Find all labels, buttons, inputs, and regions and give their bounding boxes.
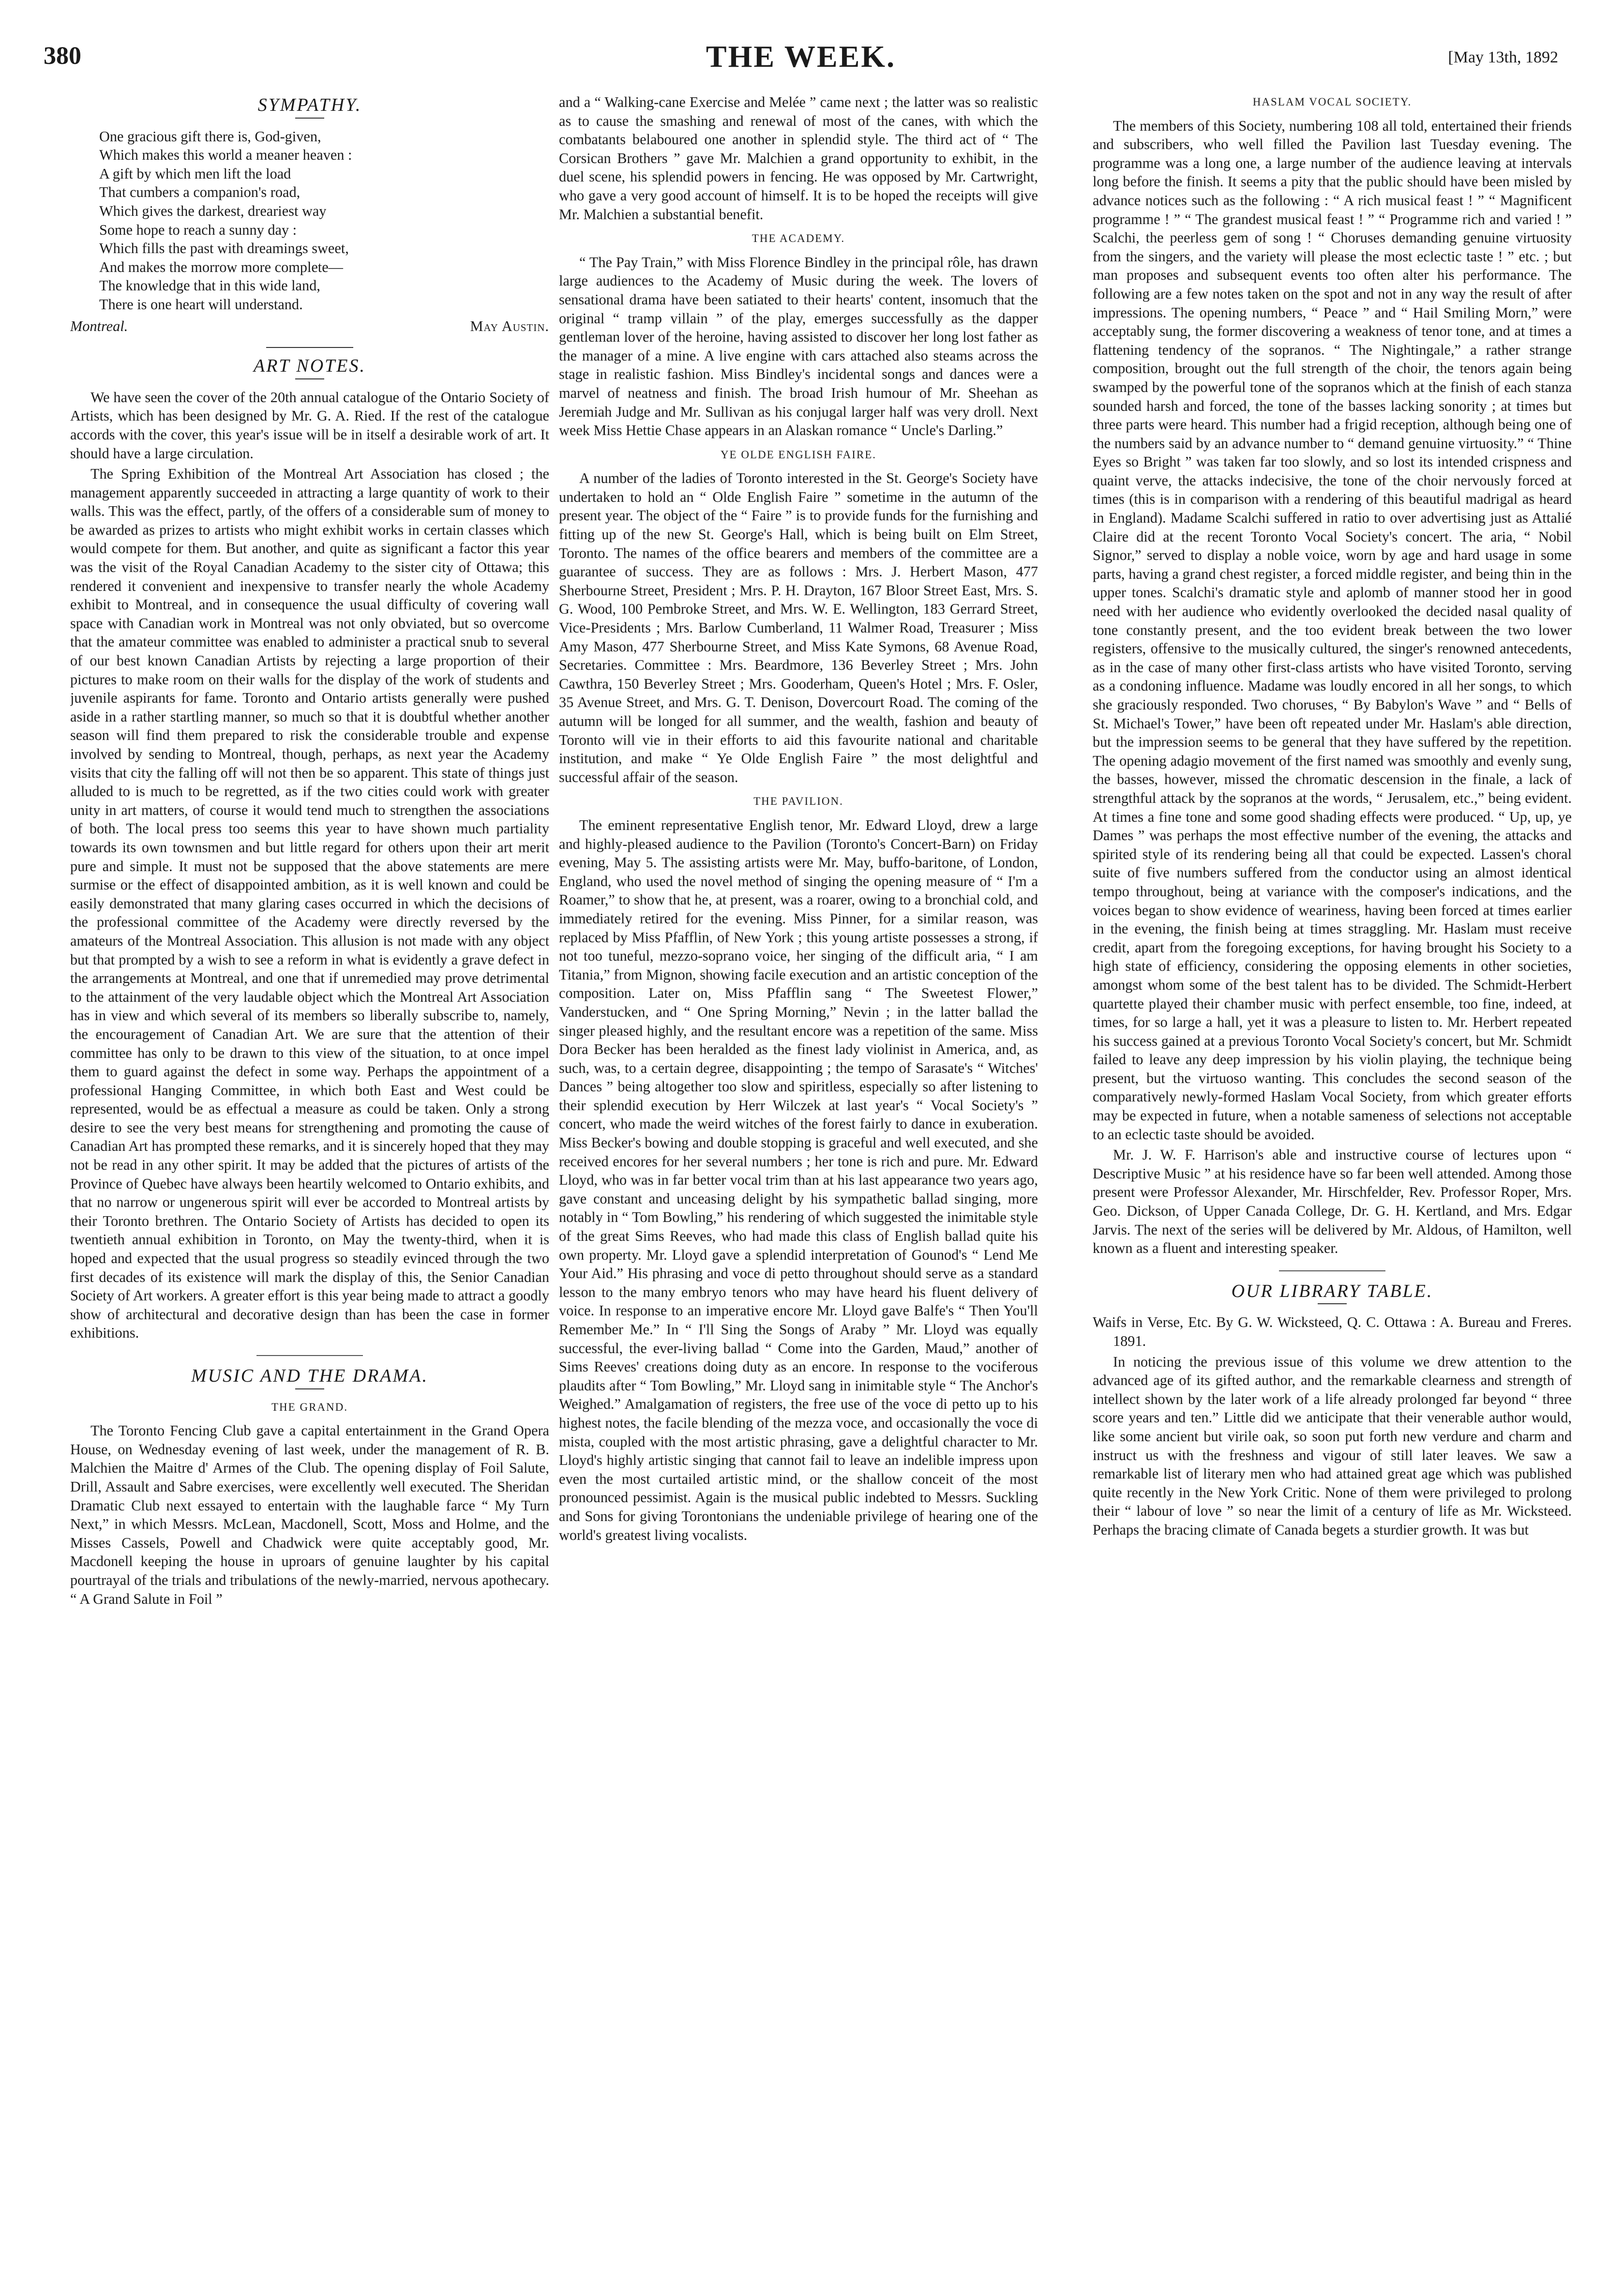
poem-line: And makes the morrow more complete— xyxy=(99,258,343,275)
harrison-paragraph: Mr. J. W. F. Harrison's able and instructive course of lectures upon “ Descriptive Music ” at his residence have so far been well attended. Among those present were Professor Alexander, Mr. Hirschfelder, Rev. Professor Roper, Mrs. Geo. Dickson, of Upper Canada College, Dr. G. H. Kertland, and Mrs. Edgar Jarvis. The next of the series will be delivered by Mr. Aldous, of Hamilton, well known as a fluent and interesting speaker. xyxy=(1093,1146,1572,1257)
poem-signature xyxy=(70,317,549,336)
music-drama-title: MUSIC AND THE DRAMA. xyxy=(191,1366,428,1386)
grand-paragraph: The Toronto Fencing Club gave a capital entertainment in the Grand Opera House, on Wednesday evening of last week, under the management of R. B. Malchien the Maitre d' Armes of the Club. The opening display of Foil Salute, Drill, Assault and Sabre exercises, were excellently well executed. The Sheridan Dramatic Club next essayed to entertain with the laughable farce “ My Turn Next,” in which Messrs. McLean, Macdonell, Scott, Moss and Holme, and the Misses Cassels, Powell and Chadwick were quite acceptably good, Mr. Macdonell keeping the house in uproars of genuine laughter by his capital pourtrayal of the trials and tribulations of the newly-married, nervous apothecary. “ A Grand Salute in Foil ” xyxy=(70,1422,549,1607)
grand-continued-paragraph: and a “ Walking-cane Exercise and Melée ” came next ; the latter was so realistic as to cause the smashing and renewal of most of the canes, with which the combatants belaboured one another in splendid style. The third act of “ The Corsican Brothers ” gave Mr. Malchien a grand opportunity to exhibit, in the duel scene, his splendid powers in fencing. He was opposed by Mr. Cartwright, who gave a very good account of himself. It is to be hoped the receipts will give Mr. Malchien a substantial benefit. xyxy=(559,94,1038,223)
library-title: OUR LIBRARY TABLE. xyxy=(1231,1281,1433,1301)
poem-place: Montreal. xyxy=(70,317,128,334)
title-rule xyxy=(295,378,324,379)
poem-line: The knowledge that in this wide land, xyxy=(99,277,320,294)
poem-line: Which fills the past with dreamings sweet, xyxy=(99,240,349,257)
title-rule xyxy=(1318,1303,1347,1304)
subsection-heading: HASLAM VOCAL SOCIETY. xyxy=(1252,96,1412,108)
poem-title: SYMPATHY. xyxy=(257,95,362,115)
column-right xyxy=(1093,93,1572,2242)
haslam-paragraph: The members of this Society, numbering 108 all told, entertained their friends and subscribers, who well filled the Pavilion last Tuesday evening. The programme was a long one, a large number of the audience leaving at intervals long before the finish. It seems a pity that the public should have been misled by advance notices such as the following : “ A rich musical feast ! ” “ Magnificent programme ! ” “ The grandest musical feast ! ” “ Programme rich and varied ! ” Scalchi, the peerless gem of song ! “ Choruses demanding genuine virtuosity from the singers, and the variety will please the most eclectic taste ! ” etc. ; but man proposes and subsequent events too often alter his performance. The following are a few notes taken on the spot and not in any way the result of after impressions. The opening numbers, “ Peace ” and “ Hail Smiling Morn,” were acceptably sung, the former discovering a weakness of tenor tone, and at times a flattening tendency of the sopranos. “ The Nightingale,” a rather strange composition, brought out the full strength of the choir, the tenors again being swamped by the powerful tone of the sopranos which at the finish of each stanza sounded harsh and forced, the tone of the basses lacking sonority ; at times but three parts were heard. This number had a frigid reception, although being one of the numbers said by an advance number to “ demand genuine virtuosity.” “ Thine Eyes so Bright ” was taken far too slowly, and so lost its intended crispness and quaint verve, the attacks indecisive, the tone of the choir nervously forced at times (this is in comparison with a rendering of this beautiful madrigal as heard in England). Madame Scalchi suffered in ratio to over advertising just as Attalié Claire did at the recent Toronto Vocal Society's concert. The aria, “ Nobil Signor,” served to display a noble voice, worn by age and hard usage in some parts, having a grand chest register, a forced middle register, and being thin in the upper tones. Scalchi's dramatic style and aplomb of manner stood her in good need with her audience who evidently overlooked the decided nasal quality of tone constantly present, and the too evident break between the two lower registers, offensive to the musically cultured, the singer's renowned antecedents, as in the case of many other first-class artists who have visited Toronto, serving as a condoning influence. Madame was loudly encored in all her songs, to which she graciously responded. Two choruses, “ By Babylon's Wave ” and “ Bells of St. Michael's Tower,” have been oft repeated under Mr. Haslam's able direction, but the impression seems to be general that they have suffered by the repetition. The opening adagio movement of the first named was smoothly and evenly sung, the basses, however, missed the chromatic descension in the finale, a lack of strengthful attack by the sopranos at the words, “ Jerusalem, etc.,” being evident. At times a fine tone and some good shading effects were produced. “ Up, up, ye Dames ” was perhaps the most effective number of the evening, the attacks and spirited style of its rendering being all that could be expected. Lassen's choral suite of five numbers suffered from the conductor using an almost identical tempo throughout, being at variance with the composer's indications, and the voices began to show evidence of weariness, having been forced at times earlier in the evening, the finish being at times straggling. Mr. Haslam must receive credit, apart from the foregoing exceptions, for having brought his Society to a high state of efficiency, considering the opposing elements in other societies, amongst whom some of the best talent has to be divided. The Schmidt-Herbert quartette played their chamber music with perfect ensemble, too fine, indeed, at times, for so large a hall, yet it was a pleasure to listen to. Mr. Herbert repeated his success gained at a previous Toronto Vocal Society's concert, but Mr. Schmidt failed to leave any deep impression by his violin playing, the technique being present, but the virtuoso wanting. This concludes the second season of the comparatively newly-formed Haslam Vocal Society, from which greater efforts may be expected in future, when a notable sameness of selections not acceptable to an eclectic taste should be avoided. xyxy=(1093,117,1572,1143)
title-rule xyxy=(295,1388,324,1389)
art-notes-paragraph: The Spring Exhibition of the Montreal Art Association has closed ; the management apparently succeeded in attracting a large quantity of work to their walls. This was the effect, partly, of the offers of a considerable sum of money to be awarded as prizes to artists who might exhibit works in certain classes which would compete for them. But another, and quite as significant a factor this year was the visit of the Royal Canadian Academy to the sister city of Ottawa; this rendered it convenient and inexpensive to transfer nearly the whole Academy exhibit to Montreal, and in consequence the usual difficulty of covering wall space with Canadian work in Montreal was not only obviated, but so overcome that the amateur committee was enabled to administer a practical snub to several of our best known Canadian Artists by rejecting a large proportion of their pictures to make room on their walls for the display of the work of students and juvenile aspirants for fame. Toronto and Ontario artists generally were pushed aside in a rather startling manner, so much so that it is doubtful whether another season will find them prepared to risk the considerable trouble and expense involved by sending to Montreal, though, perhaps, as next year the Academy visits that city the falling off will not then be so apparent. This state of things just alluded to is much to be regretted, as if the two cities could work with greater unity in art matters, of course it would tend much to strengthen the associations of both. The local press too seems this year to have shown much partiality towards its own townsmen and but little regard for others upon their art merit pure and simple. It must not be supposed that the above statements are mere surmise or the effect of disappointed ambition, as it is well known and could be easily demonstrated that many glaring cases occurred in which the decisions of the professional committee of the Academy were directly reversed by the amateurs of the Montreal Association. This allusion is not made with any object but that prompted by a wish to see a reform in what is evidently a grave defect in the arrangements at Montreal, and one that if unremedied may prove detrimental to the attainment of the very laudable object which the Montreal Art Association has in view and which several of its members so liberally subscribe to, namely, the encouragement of Canadian Art. We are sure that the attention of their committee has only to be drawn to this view of the situation, to at once impel them to guard against the defect in some way. Perhaps the appointment of a professional Hanging Committee, in which both East and West could be represented, would be as effectual a measure as could be taken. Only a strong desire to see the very best means for strengthening and promoting the cause of Canadian Art has prompted these remarks, and it is sincerely hoped that they may not be read in any other spirit. It may be added that the pictures of artists of the Province of Quebec have always been heartily welcomed to Ontario exhibits, and that no narrow or ungenerous spirit will ever be accorded to Montreal artists by their Toronto brethren. The Ontario Society of Artists has decided to open its twentieth annual exhibition in Toronto, on May the twenty-third, when it is hoped and expected that the usual progress so steadily evinced through the two first decades of its existence will mark the display of this, the Senior Canadian Society of Art workers. A greater effort is this year being made to attract a goodly show of architectural and decorative design than has been the case in former exhibitions. xyxy=(70,466,549,1341)
poem-body xyxy=(70,127,549,314)
subsection-heading: THE ACADEMY. xyxy=(752,232,845,245)
poem-line: That cumbers a companion's road, xyxy=(99,184,301,201)
poem-line: One gracious gift there is, God-given, xyxy=(99,128,321,145)
academy-paragraph: “ The Pay Train,” with Miss Florence Bindley in the principal rôle, has drawn large audiences to the Academy of Music during the week. The lovers of sensational drama have been satiated to their hearts' content, insomuch that the original “ tramp villain ” of the play, emerges successfully as the dapper gentleman lover of the heroine, having assisted to discover her long lost father as the manager of a mine. A live engine with cars attached also steams across the stage in realistic fashion. Miss Bindley's incidental songs and dances were a marvel of neatness and finish. The broad Irish humour of Mr. Sheehan as Jeremiah Judge and Mr. Sullivan as his conjugal larger half was very droll. Next week Miss Hettie Chase appears in an Alaskan romance “ Uncle's Darling.” xyxy=(559,254,1038,439)
section-separator xyxy=(1279,1270,1385,1271)
book-citation: Waifs in Verse, Etc. By G. W. Wicksteed, Q. C. Ottawa : A. Bureau and Freres. 1891. xyxy=(1093,1314,1572,1349)
subsection-heading: YE OLDE ENGLISH FAIRE. xyxy=(720,448,877,461)
title-rule xyxy=(295,118,324,119)
poem-line: Some hope to reach a sunny day : xyxy=(99,221,297,238)
poem-line: Which makes this world a meaner heaven : xyxy=(99,147,352,164)
page-number: 380 xyxy=(44,42,81,70)
section-separator xyxy=(266,347,353,348)
column-left xyxy=(70,93,549,2242)
subsection-heading: THE PAVILION. xyxy=(753,795,843,808)
issue-date: [May 13th, 1892 xyxy=(1448,48,1558,66)
poem-line: There is one heart will understand. xyxy=(99,296,303,313)
poem-author: May Austin. xyxy=(470,317,549,334)
art-notes-paragraph: We have seen the cover of the 20th annual catalogue of the Ontario Society of Artists, which has been designed by Mr. G. A. Ried. If the rest of the catalogue accords with the cover, this year's issue will be in itself a desirable work of art. It should have a large circulation. xyxy=(70,389,549,462)
publication-title: THE WEEK. xyxy=(706,39,896,74)
pavilion-paragraph: The eminent representative English tenor, Mr. Edward Lloyd, drew a large and highly-pleased audience to the Pavilion (Toronto's Concert-Barn) on Friday evening, May 5. The assisting artists were Mr. May, buffo-baritone, of London, England, who used the novel method of singing the opening measure of “ I'm a Roamer,” to show that he, at present, was a roarer, owing to a bronchial cold, and immediately retired for the evening. Miss Pinner, for a similar reason, was replaced by Miss Pfafflin, of New York ; this young artiste possesses a strong, if not too tuneful, mezzo-soprano voice, her singing of the difficult aria, “ I am Titania,” from Mignon, showing facile execution and an artistic conception of the composition. Later on, Miss Pfafflin sang “ The Sweetest Flower,” Vanderstucken, and “ One Spring Morning,” Nevin ; in the latter ballad the singer pleased highly, and the resultant encore was a repetition of the same. Miss Dora Becker has been heralded as the finest lady violinist in America, and, as such, was, to a certain degree, disappointing ; the tempo of Sarasate's “ Witches' Dances ” being altogether too slow and spiritless, especially so after listening to their splendid execution by Herr Wilczek at last year's “ Vocal Society's ” concert, who made the weird witches of the forest fairly to dance in exuberation. Miss Becker's bowing and double stopping is graceful and well executed, and she received encores for her several numbers ; her tone is rich and pure. Mr. Edward Lloyd, who was in far better vocal trim than at his last appearance two years ago, gave constant and unceasing delight by his sympathetic ballad singing, more notably in “ Tom Bowling,” his rendering of which suggested the inimitable style of the great Sims Reeves, who had made this class of English ballad quite his own property. Mr. Lloyd gave a splendid interpretation of Gounod's “ Lend Me Your Aid.” His phrasing and voce di petto throughout should serve as a standard lesson to the many embryo tenors who may have heard his fluent delivery of voice. In response to an imperative encore Mr. Lloyd gave Balfe's “ Then You'll Remember Me.” In “ I'll Sing the Songs of Araby ” Mr. Lloyd was equally successful, the ever-living ballad “ Come into the Garden, Maud,” another of Sims Reeves' creations doing duty as an encore. In response to the vociferous plaudits after “ Tom Bowling,” Mr. Lloyd sang in inimitable style “ The Anchor's Weighed.” Amalgamation of registers, the free use of the voce di petto up to his highest notes, the facile blending of the mezza voce, and occasionally the voce di mista, coupled with the most artistic phrasing, gave a delightful character to Mr. Lloyd's highly artistic singing that cannot fail to leave an indelible impress upon even the most curtailed artistic mind, or the shallow conceit of the most pronounced pessimist. Again is the musical public indebted to Messrs. Suckling and Sons for giving Torontonians the undeniable privilege of hearing one of the world's greatest living vocalists. xyxy=(559,816,1038,1543)
masthead xyxy=(44,39,1558,75)
subsection-heading: THE GRAND. xyxy=(271,1401,348,1413)
art-notes-title: ART NOTES. xyxy=(253,356,366,377)
library-paragraph: In noticing the previous issue of this volume we drew attention to the advanced age of its gifted author, and the remarkable clearness and strength of intellect shown by the later work of a life already prolonged far beyond “ three score years and ten.” Little did we anticipate that their venerable author would, like some ancient but virile oak, so soon put forth new verdure and charm and instruct us with the freshness and vigour of still later leaves. We saw a remarkable list of literary men who had attained great age which was published quite recently in the New York Critic. None of them were privileged to prolong their “ labour of love ” so near the limit of a century of life as Mr. Wicksteed. Perhaps the bracing climate of Canada begets a sturdier growth. It was but xyxy=(1093,1353,1572,1538)
faire-paragraph: A number of the ladies of Toronto interested in the St. George's Society have undertaken to hold an “ Olde English Faire ” sometime in the autumn of the present year. The object of the “ Faire ” is to provide funds for the furnishing and fitting up of the new St. George's Hall, which is being built on Elm Street, Toronto. The names of the office bearers and members of the committee are a guarantee of success. They are as follows : Mrs. J. Herbert Mason, 477 Sherbourne Street, President ; Mrs. P. H. Drayton, 167 Bloor Street East, Mrs. S. G. Wood, 100 Pembroke Street, and Mrs. W. E. Wellington, 183 Gerrard Street, Vice-Presidents ; Mrs. Barlow Cumberland, 11 Walmer Road, Treasurer ; Miss Amy Mason, 477 Sherbourne Street, and Miss Kate Symons, 68 Avenue Road, Secretaries. Committee : Mrs. Beardmore, 136 Beverley Street ; Mrs. John Cawthra, 150 Beverley Street ; Mrs. Gooderham, Queen's Hotel ; Mrs. F. Osler, 35 Avenue Street, and Mrs. G. T. Denison, Dovercourt Road. The coming of the autumn will be longed for all summer, and the wealth, fashion and beauty of Toronto will vie in their efforts to aid this favourite national and charitable institution, and make “ Ye Olde English Faire ” the most delightful and successful affair of the season. xyxy=(559,470,1038,785)
section-separator xyxy=(256,1355,363,1356)
poem-line: Which gives the darkest, dreariest way xyxy=(99,202,327,219)
column-middle xyxy=(559,93,1038,2242)
poem-line: A gift by which men lift the load xyxy=(99,165,291,182)
